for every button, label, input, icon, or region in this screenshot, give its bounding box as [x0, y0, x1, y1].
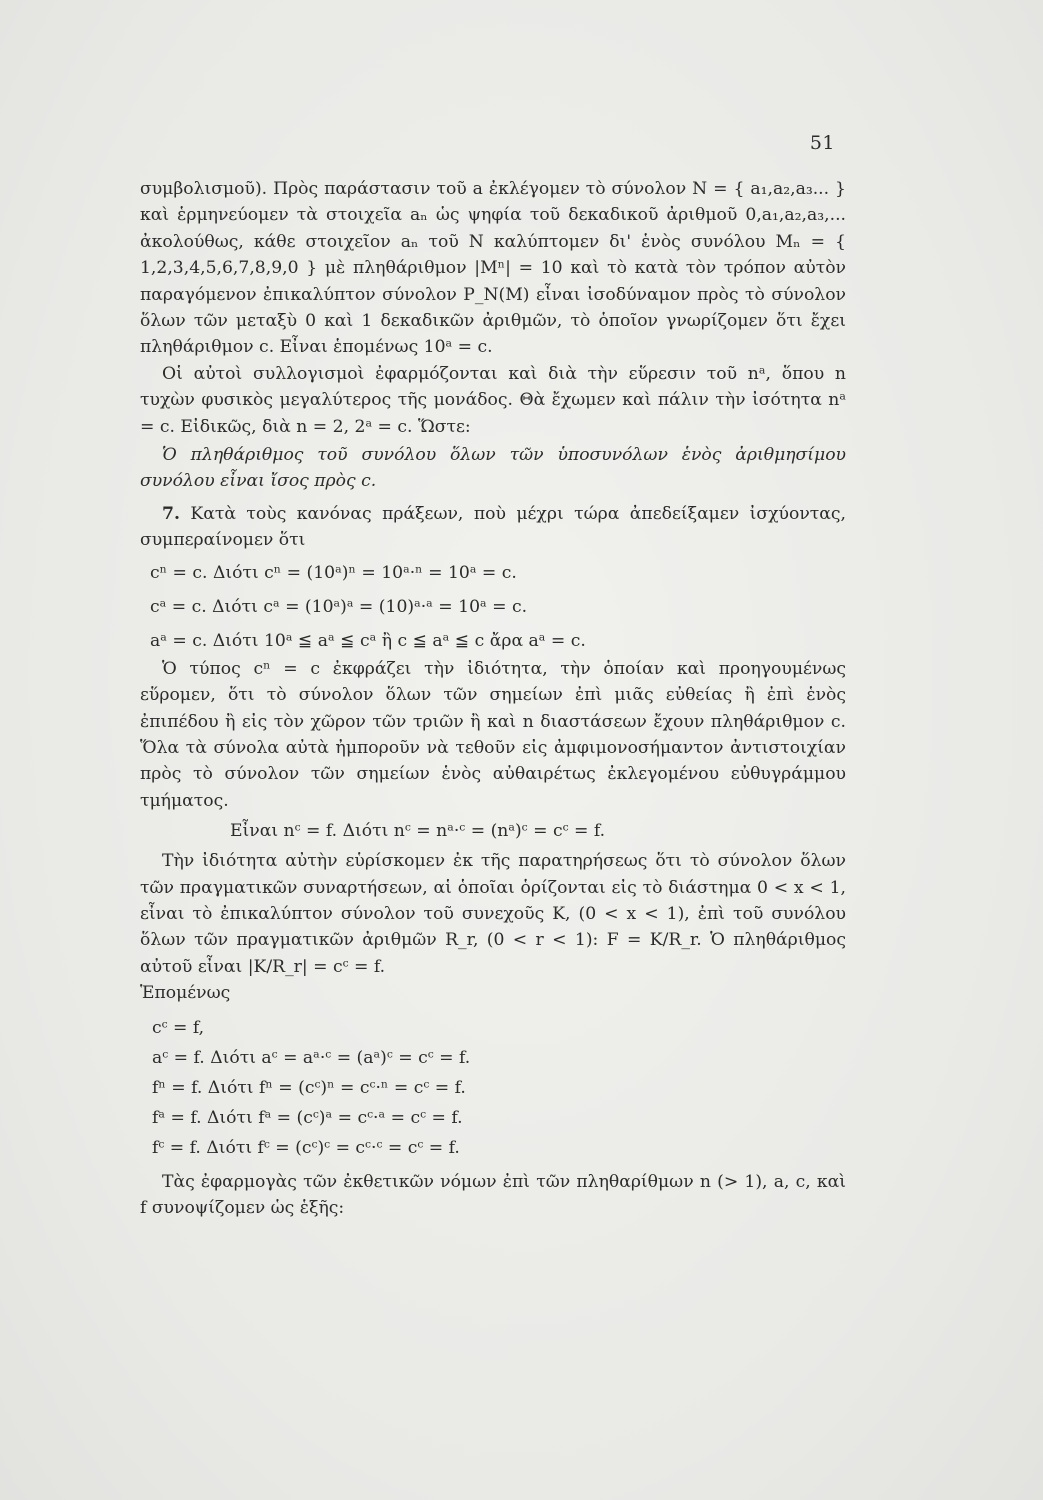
- paragraph-consequently: Ἑπομένως: [140, 983, 231, 1004]
- paragraph-continuation: συμβολισμοῦ). Πρὸς παράστασιν τοῦ a ἐκλέγομεν τὸ σύνολον N = { a₁,a₂,a₃... } καὶ ἑρμηνεύομεν τὰ στοιχεῖα aₙ ὡς ψηφία τοῦ δεκαδικοῦ ἀριθμοῦ 0,a₁,a₂,a₃,... ἀκολούθως, κάθε στοιχεῖον aₙ τοῦ N καλύπτομεν δι' ἑνὸς συνόλου Mₙ = { 1,2,3,4,5,6,7,8,9,0 } μὲ πληθάριθμον |Mⁿ| = 10 καὶ τὸ κατὰ τὸν τρόπον αὐτὸν παραγόμενον ἐπικαλύπτον σύνολον P_N(M) εἶναι ἰσοδύναμον πρὸς τὸ σύνολον ὅλων τῶν μεταξὺ 0 καὶ 1 δεκαδικῶν ἀριθμῶν, τὸ ὁποῖον γνωρίζομεν ὅτι ἔχει πληθάριθμον c. Εἶναι ἑπομένως 10ᵃ = c.: [140, 179, 846, 358]
- equation-c-power-a: cᵃ = c. Διότι cᵃ = (10ᵃ)ᵃ = (10)ᵃ·ᵃ = 10ᵃ = c.: [150, 596, 528, 617]
- section-7-text: Κατὰ τοὺς κανόνας πράξεων, ποὺ μέχρι τώρα ἀπεδείξαμεν ἰσχύοντας, συμπεραίνομεν ὅτι: [140, 503, 846, 551]
- paragraph-nalpha: Οἱ αὐτοὶ συλλογισμοὶ ἐφαρμόζονται καὶ διὰ τὴν εὕρεσιν τοῦ nᵃ, ὅπου n τυχὼν φυσικὸς μεγαλύτερος τῆς μονάδος. Θὰ ἔχωμεν καὶ πάλιν τὴν ἰσότητα nᵃ = c. Εἰδικῶς, διὰ n = 2, 2ᵃ = c. Ὥστε:: [140, 363, 846, 437]
- paragraph-continuum: Ὁ τύπος cⁿ = c ἐκφράζει τὴν ἰδιότητα, τὴν ὁποίαν καὶ προηγουμένως εὕρομεν, ὅτι τὸ σύνολον ὅλων τῶν σημείων ἐπὶ μιᾶς εὐθείας ἢ ἐπὶ ἑνὸς ἐπιπέδου ἢ εἰς τὸν χῶρον τῶν τριῶν ἢ καὶ n διαστάσεων ἔχουν πληθάριθμον c. Ὅλα τὰ σύνολα αὐτὰ ἠμποροῦν νὰ τεθοῦν εἰς ἀμφιμονοσήμαντον ἀντιστοιχίαν πρὸς τὸ σύνολον τῶν σημείων ἑνὸς αὐθαιρέτως ἐκλεγομένου εὐθυγράμμου τμήματος.: [140, 658, 846, 811]
- paragraph-summary: Τὰς ἐφαρμογὰς τῶν ἐκθετικῶν νόμων ἐπὶ τῶν πληθαρίθμων n (> 1), a, c, καὶ f συνοψίζομεν ὡς ἑξῆς:: [140, 1171, 846, 1218]
- section-number: 7.: [162, 503, 180, 524]
- equation-n-power-c: Εἶναι nᶜ = f. Διότι nᶜ = nᵃ·ᶜ = (nᵃ)ᶜ = cᶜ = f.: [230, 821, 606, 842]
- page-body: [140, 176, 846, 1221]
- equation-f-power-n: fⁿ = f. Διότι fⁿ = (cᶜ)ⁿ = cᶜ·ⁿ = cᶜ = f.: [152, 1077, 466, 1098]
- page-number: 51: [809, 132, 835, 154]
- theorem-statement: Ὁ πληθάριθμος τοῦ συνόλου ὅλων τῶν ὑποσυνόλων ἑνὸς ἀριθμησίμου συνόλου εἶναι ἴσος πρὸς c.: [140, 445, 846, 492]
- section-7-paragraph: [140, 501, 846, 554]
- paragraph-functions: Τὴν ἰδιότητα αὐτὴν εὑρίσκομεν ἐκ τῆς παρατηρήσεως ὅτι τὸ σύνολον ὅλων τῶν πραγματικῶν συναρτήσεων, αἱ ὁποῖαι ὁρίζονται εἰς τὸ διάστημα 0 < x < 1, εἶναι τὸ ἐπικαλύπτον σύνολον τοῦ συνεχοῦς K, (0 < x < 1), ἐπὶ τοῦ συνόλου ὅλων τῶν πραγματικῶν ἀριθμῶν R_r, (0 < r < 1): F = K/R_r. Ὁ πληθάριθμος αὐτοῦ εἶναι |K/R_r| = cᶜ = f.: [140, 851, 846, 977]
- equation-f-power-a: fᵃ = f. Διότι fᵃ = (cᶜ)ᵃ = cᶜ·ᵃ = cᶜ = f.: [152, 1107, 463, 1128]
- equation-a-power-c: aᶜ = f. Διότι aᶜ = aᵃ·ᶜ = (aᵃ)ᶜ = cᶜ = f.: [152, 1047, 471, 1068]
- equation-a-power-a: aᵃ = c. Διότι 10ᵃ ≦ aᵃ ≦ cᵃ ἢ c ≦ aᵃ ≦ c ἄρα aᵃ = c.: [150, 630, 586, 651]
- equation-f-power-c: fᶜ = f. Διότι fᶜ = (cᶜ)ᶜ = cᶜ·ᶜ = cᶜ = f.: [152, 1137, 460, 1158]
- equation-c-power-c: cᶜ = f,: [152, 1017, 205, 1038]
- equation-c-power-n: cⁿ = c. Διότι cⁿ = (10ᵃ)ⁿ = 10ᵃ·ⁿ = 10ᵃ = c.: [150, 562, 517, 583]
